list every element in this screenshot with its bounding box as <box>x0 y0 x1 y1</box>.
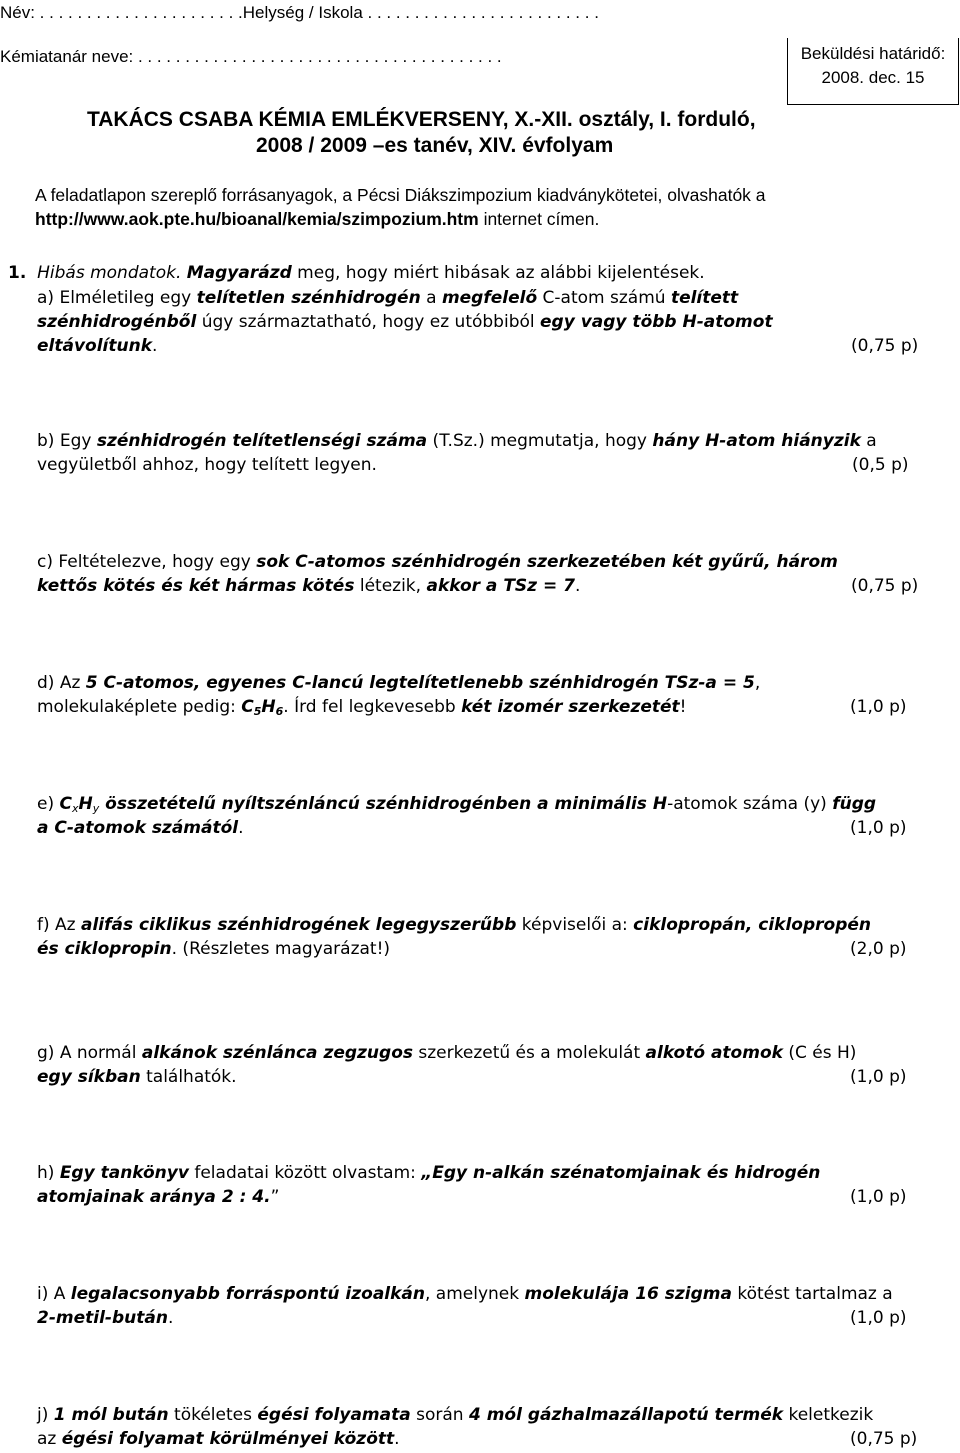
deadline-label: Beküldési határidő: <box>800 44 946 63</box>
item-b-line1: b) Egy szénhidrogén telítetlenségi száma (T.Sz.) megmutatja, hogy hány H-atom hiányzik a <box>37 431 877 451</box>
intro-text: A feladatlapon szereplő forrásanyagok, a Pécsi Diákszimpozium kiadványkötetei, olvashatók a <box>35 185 766 205</box>
item-e-line2: a C-atomok számától. <box>37 818 244 838</box>
item-a-line3: eltávolítunk. <box>37 336 158 356</box>
item-c-line1: c) Feltételezve, hogy egy sok C-atomos szénhidrogén szerkezetében két gyűrű, három <box>37 552 838 572</box>
item-g-points: (1,0 p) <box>850 1067 907 1087</box>
item-h-points: (1,0 p) <box>850 1187 907 1207</box>
item-b-line2: vegyületből ahhoz, hogy telített legyen. <box>37 455 377 475</box>
item-a-points: (0,75 p) <box>851 336 919 356</box>
name-school-line: Név: . . . . . . . . . . . . . . . . . . . . . .Helység / Iskola . . . . . . . . . . . . . . . . . . . . . . . . . <box>0 3 599 22</box>
item-f-line2: és ciklopropin. (Részletes magyarázat!) <box>37 939 391 959</box>
item-b-points: (0,5 p) <box>852 455 909 475</box>
task-heading: 1. Hibás mondatok. Magyarázd meg, hogy miért hibásak az alábbi kijelentések. <box>8 263 705 283</box>
item-g-line1: g) A normál alkánok szénlánca zegzugos szerkezetű és a molekulát alkotó atomok (C és H) <box>37 1043 857 1063</box>
item-i-line1: i) A legalacsonyabb forráspontú izoalkán, amelynek molekulája 16 szigma kötést tartalmaz a <box>37 1284 893 1304</box>
item-h-line1: h) Egy tankönyv feladatai között olvastam: „Egy n-alkán szénatomjainak és hidrogén <box>37 1163 821 1183</box>
item-j-line1: j) 1 mól bután tökéletes égési folyamata során 4 mól gázhalmazállapotú termék keletkezik <box>37 1405 874 1425</box>
item-f-points: (2,0 p) <box>850 939 907 959</box>
task-number: 1. <box>8 263 27 283</box>
item-a-line2: szénhidrogénből úgy származtatható, hogy ez utóbbiból egy vagy több H-atomot <box>37 312 773 332</box>
item-d-line1: d) Az 5 C-atomos, egyenes C-lancú legtelítetlenebb szénhidrogén TSz-a = 5, <box>37 673 761 693</box>
source-url[interactable]: http://www.aok.pte.hu/bioanal/kemia/szimpozium.htm <box>35 209 479 229</box>
item-j-points: (0,75 p) <box>850 1429 918 1449</box>
item-f-line1: f) Az alifás ciklikus szénhidrogének legegyszerűbb képviselői a: ciklopropán, ciklopropén <box>37 915 871 935</box>
competition-year: 2008 / 2009 –es tanév, XIV. évfolyam <box>256 134 614 157</box>
item-a-line1: a) Elméletileg egy telítetlen szénhidrogén a megfelelő C-atom számú telített <box>37 288 739 308</box>
deadline-date: 2008. dec. 15 <box>821 68 925 87</box>
item-g-line2: egy síkban találhatók. <box>37 1067 237 1087</box>
teacher-name-line: Kémiatanár neve: . . . . . . . . . . . . . . . . . . . . . . . . . . . . . . . . . . . . . . . <box>0 47 502 66</box>
item-h-line2: atomjainak aránya 2 : 4.” <box>37 1187 280 1207</box>
item-j-line2: az égési folyamat körülményei között. <box>37 1429 400 1449</box>
intro-url-line: http://www.aok.pte.hu/bioanal/kemia/szimpozium.htm internet címen. <box>35 209 600 229</box>
item-c-points: (0,75 p) <box>851 576 919 596</box>
item-i-line2: 2-metil-bután. <box>37 1308 174 1328</box>
competition-title: TAKÁCS CSABA KÉMIA EMLÉKVERSENY, X.-XII. osztály, I. forduló, <box>87 108 756 131</box>
item-d-points: (1,0 p) <box>850 697 907 717</box>
item-c-line2: kettős kötés és két hármas kötés létezik, akkor a TSz = 7. <box>37 576 581 596</box>
item-e-line1: e) $C_xH_y$ összetételű nyíltszénláncú szénhidrogénben a minimális H-atomok száma (y) függ <box>37 794 877 815</box>
deadline-box <box>787 38 959 105</box>
item-e-points: (1,0 p) <box>850 818 907 838</box>
item-i-points: (1,0 p) <box>850 1308 907 1328</box>
item-d-line2: molekulaképlete pedig: $C_5H_6$. Írd fel legkevesebb két izomér szerkezetét! <box>37 697 687 718</box>
